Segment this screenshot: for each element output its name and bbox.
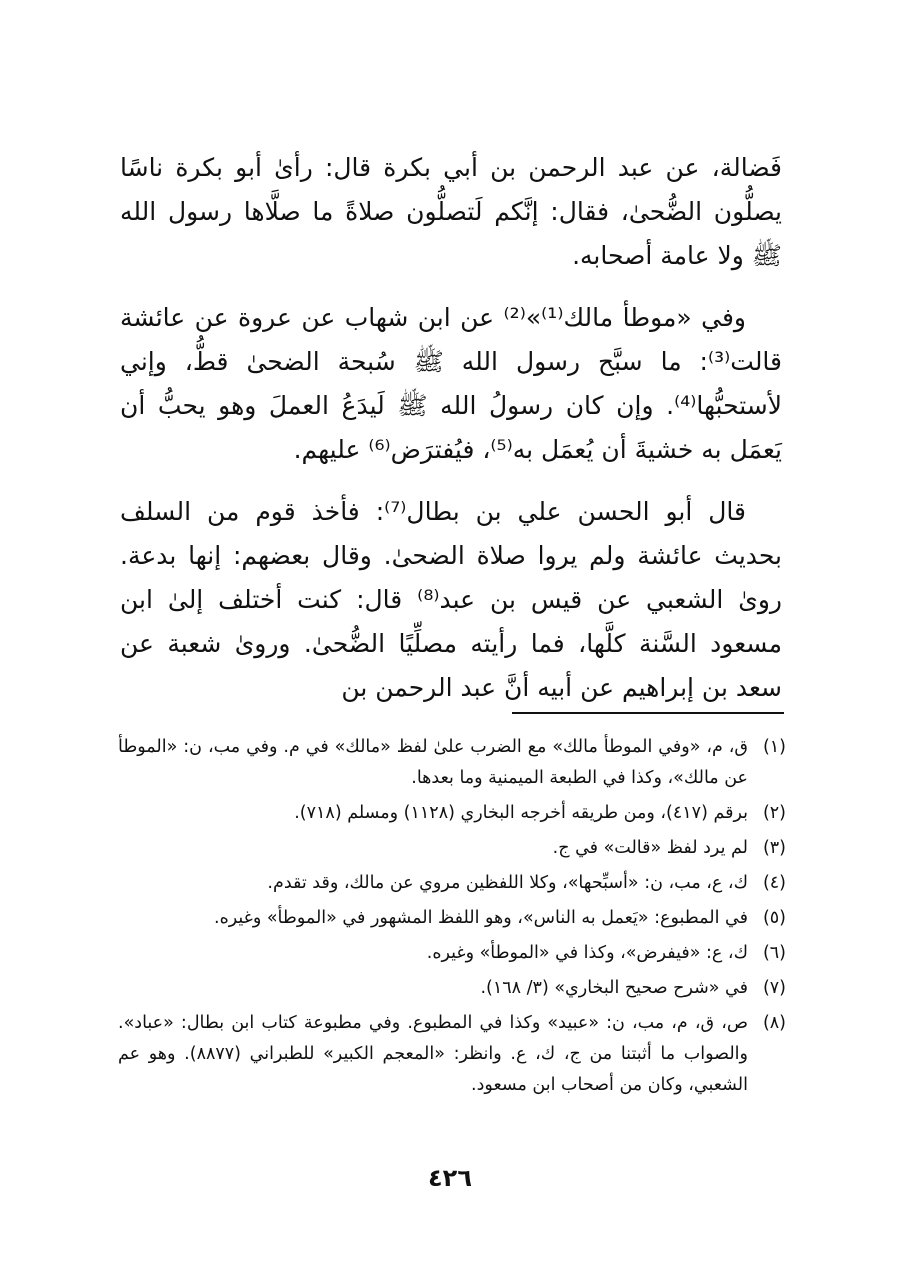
footnote: [118, 973, 786, 1004]
footnote-number: (٣): [762, 838, 786, 858]
footnote-text: في «شرح صحيح البخاري» (٣/ ١٦٨).: [480, 978, 748, 998]
footnote-text: في المطبوع: «يَعمل به الناس»، وهو اللفظ المشهور في «الموطأ» وغيره.: [214, 908, 748, 928]
footnote-number: (٢): [762, 803, 786, 823]
footnote: [118, 798, 786, 829]
footnote-text: لم يرد لفظ «قالت» في ج.: [552, 838, 748, 858]
footnote-separator: [512, 712, 784, 714]
footnote-text: ق، م، «وفي الموطأ مالك» مع الضرب علىٰ لفظ «مالك» في م. وفي مب، ن: «الموطأ عن مالك»، وكذا في الطبعة الميمنية وما بعدها.: [118, 737, 748, 788]
paragraph-2: وفي «موطأ مالك⁽¹⁾»⁽²⁾ عن ابن شهاب عن عروة عن عائشة قالت⁽³⁾: ما سبَّح رسول الله ﷺ سُبحة الضحىٰ قطُّ، وإني لأستحبُّها⁽⁴⁾. وإن كان رسولُ الله ﷺ لَيدَعُ العملَ وهو يحبُّ أن يَعمَل به خشيةَ أن يُعمَل به⁽⁵⁾، فيُفترَض⁽⁶⁾ عليهم.: [120, 303, 782, 464]
footnote: [118, 868, 786, 899]
footnote-text: ك، ع: «فيفرض»، وكذا في «الموطأ» وغيره.: [426, 943, 748, 963]
footnote-text: برقم (٤١٧)، ومن طريقه أخرجه البخاري (١١٢٨) ومسلم (٧١٨).: [294, 803, 748, 823]
footnote-number: (٤): [762, 873, 786, 893]
paragraph-1: فَضالة، عن عبد الرحمن بن أبي بكرة قال: رأىٰ أبو بكرة ناسًا يصلُّون الضُّحىٰ، فقال: إنَّكم لَتصلُّون صلاةً ما صلَّاها رسول الله ﷺ ولا عامة أصحابه.: [120, 153, 782, 270]
footnote-number: (١): [762, 737, 786, 757]
footnote: [118, 938, 786, 969]
footnote: [118, 1008, 786, 1101]
footnote-number: (٦): [762, 943, 786, 963]
footnote-text: ص، ق، م، مب، ن: «عبيد» وكذا في المطبوع. وفي مطبوعة كتاب ابن بطال: «عباد». والصواب ما أثبتنا من ج، ك، ع. وانظر: «المعجم الكبير» للطبراني (٨٨٧٧). وهو عم الشعبي، وكان من أصحاب ابن مسعود.: [118, 1013, 748, 1095]
footnote: [118, 903, 786, 934]
footnote: [118, 833, 786, 864]
footnote-number: (٥): [762, 908, 786, 928]
footnotes-section: [118, 732, 786, 1105]
footnote-text: ك، ع، مب، ن: «أسبِّحها»، وكلا اللفظين مروي عن مالك، وقد تقدم.: [267, 873, 748, 893]
footnote-number: (٧): [762, 978, 786, 998]
page-number: ٤٢٦: [428, 1164, 472, 1192]
footnote: [118, 732, 786, 794]
paragraph-3: قال أبو الحسن علي بن بطال⁽⁷⁾: فأخذ قوم من السلف بحديث عائشة ولم يروا صلاة الضحىٰ. وقال بعضهم: إنها بدعة. روىٰ الشعبي عن قيس بن عبد⁽⁸⁾ قال: كنت أختلف إلىٰ ابن مسعود السَّنة كلَّها، فما رأيته مصلِّيًا الضُّحىٰ. وروىٰ شعبة عن سعد بن إبراهيم عن أبيه أنَّ عبد الرحمن بن: [120, 497, 782, 702]
main-text-body: [120, 146, 782, 728]
footnote-number: (٨): [762, 1013, 786, 1033]
